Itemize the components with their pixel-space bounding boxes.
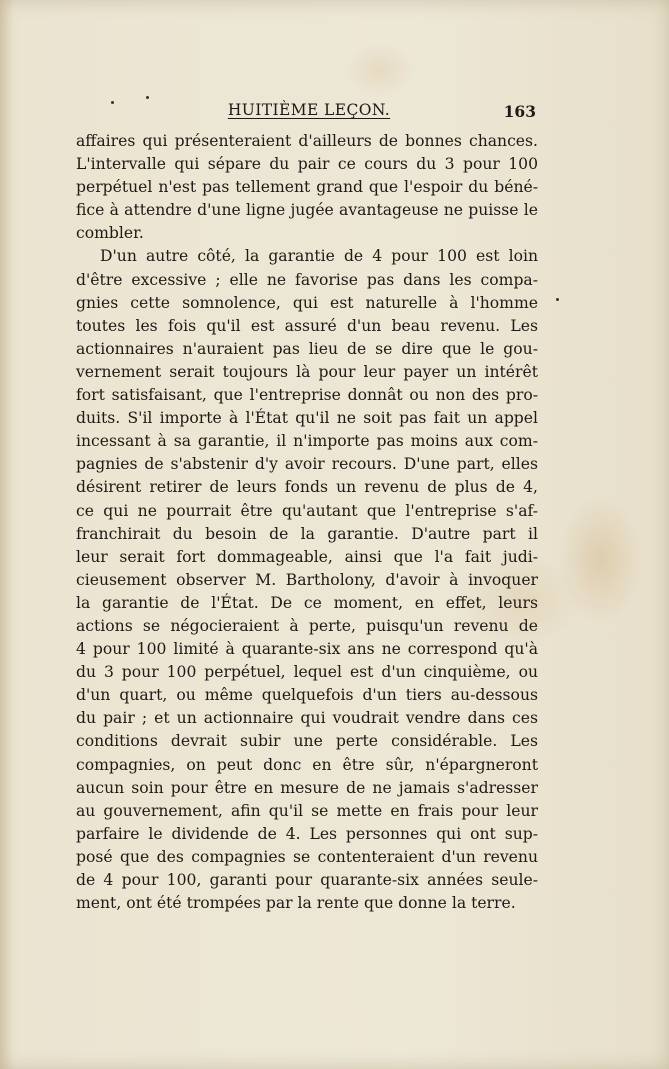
text-line: d'un quart, ou même quelquefois d'un tiers au-dessous: [76, 686, 538, 705]
text-line: fort satisfaisant, que l'entreprise donnât ou non des pro-: [76, 386, 538, 405]
text-line: parfaire le dividende de 4. Les personnes qui ont sup-: [76, 824, 538, 843]
paragraph-start-line: D'un autre côté, la garantie de 4 pour 100 est loin: [100, 247, 538, 266]
ink-speck: [146, 96, 149, 99]
text-line: conditions devrait subir une perte considérable. Les: [76, 732, 538, 751]
text-line: compagnies, on peut donc en être sûr, n'épargneront: [76, 755, 538, 774]
ink-speck: [556, 298, 559, 301]
text-line: actions se négocieraient à perte, puisqu'un revenu de: [76, 616, 538, 635]
text-line: cieusement observer M. Bartholony, d'avoir à invoquer: [76, 570, 538, 589]
page-header: [74, 101, 544, 125]
text-line: vernement serait toujours là pour leur payer un intérêt: [76, 362, 538, 381]
text-line: désirent retirer de leurs fonds un revenu de plus de 4,: [76, 478, 538, 497]
text-line: de 4 pour 100, garanti pour quarante-six années seule-: [76, 871, 538, 889]
text-line: d'être excessive ; elle ne favorise pas dans les compa-: [76, 270, 538, 289]
text-line: affaires qui présenteraient d'ailleurs de bonnes chances.: [76, 132, 538, 150]
text-line: du pair ; et un actionnaire qui voudrait vendre dans ces: [76, 709, 538, 728]
body-text: [76, 130, 538, 915]
text-line: 4 pour 100 limité à quarante-six ans ne correspond qu'à: [76, 640, 538, 659]
text-line: du 3 pour 100 perpétuel, lequel est d'un cinquième, ou: [76, 663, 538, 682]
text-line: L'intervalle qui sépare du pair ce cours du 3 pour 100: [76, 155, 538, 174]
text-line: actionnaires n'auraient pas lieu de se dire que le gou-: [76, 339, 538, 358]
text-line: aucun soin pour être en mesure de ne jamais s'adresser: [76, 778, 538, 797]
running-title: HUITIÈME LEÇON.: [227, 101, 391, 119]
text-line: la garantie de l'État. De ce moment, en effet, leurs: [76, 593, 538, 612]
text-line: duits. S'il importe à l'État qu'il ne soit pas fait un appel: [76, 409, 538, 428]
text-line: fice à attendre d'une ligne jugée avantageuse ne puisse le: [76, 201, 538, 220]
text-line: pagnies de s'abstenir d'y avoir recours. D'une part, elles: [76, 455, 538, 474]
text-line: combler.: [76, 224, 144, 243]
text-line: ment, ont été trompées par la rente que donne la terre.: [76, 894, 516, 913]
text-line: incessant à sa garantie, il n'importe pas moins aux com-: [76, 432, 538, 451]
text-line: gnies cette somnolence, qui est naturelle à l'homme: [76, 293, 538, 312]
text-line: au gouvernement, afin qu'il se mette en frais pour leur: [76, 801, 538, 820]
text-line: perpétuel n'est pas tellement grand que l'espoir du béné-: [76, 178, 538, 197]
text-line: leur serait fort dommageable, ainsi que l'a fait judi-: [76, 547, 538, 566]
text-line: ce qui ne pourrait être qu'autant que l'entreprise s'af-: [76, 501, 538, 520]
text-line: franchirait du besoin de la garantie. D'autre part il: [76, 524, 538, 543]
page-number: 163: [503, 102, 536, 121]
text-line: posé que des compagnies se contenteraient d'un revenu: [76, 847, 538, 866]
text-line: toutes les fois qu'il est assuré d'un beau revenu. Les: [76, 316, 538, 335]
